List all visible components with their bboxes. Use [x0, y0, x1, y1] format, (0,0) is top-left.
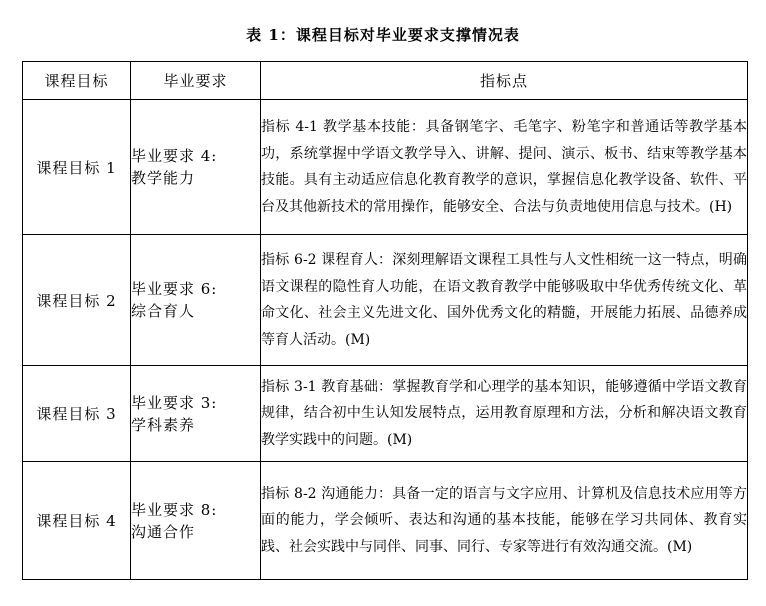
- header-requirement: 毕业要求: [131, 62, 261, 100]
- goal-cell: 课程目标 1: [23, 100, 131, 235]
- requirement-number: 毕业要求 3:: [131, 393, 218, 412]
- header-goal: 课程目标: [23, 62, 131, 100]
- table-row: [23, 100, 748, 235]
- requirement-number: 毕业要求 4:: [131, 147, 218, 165]
- requirement-cell: [131, 462, 261, 580]
- table-caption: 表 1：课程目标对毕业要求支撑情况表: [246, 26, 520, 44]
- indicator-cell: 指标 3-1 教育基础：掌握教育学和心理学的基本知识，能够遵循中学语文教育规律，结合初中生认知发展特点，运用教育原理和方法，分析和解决语文教育教学实践中的问题。(M): [261, 366, 748, 462]
- header-row: [23, 62, 748, 100]
- indicator-cell: 指标 6-2 课程育人：深刻理解语文课程工具性与人文性相统一这一特点，明确语文课程的隐性育人功能，在语文教育教学中能够吸取中华优秀传统文化、革命文化、社会主义先进文化、国外优秀文化的精髓，开展能力拓展、品德养成等育人活动。(M): [261, 235, 748, 366]
- requirement-number: 毕业要求 8:: [131, 500, 218, 519]
- table-row: [23, 235, 748, 366]
- goal-cell: 课程目标 4: [23, 462, 131, 580]
- requirement-cell: [131, 366, 261, 462]
- requirement-name: 沟通合作: [131, 522, 196, 541]
- table-row: [23, 462, 748, 580]
- goal-cell: 课程目标 2: [23, 235, 131, 366]
- requirement-cell: [131, 235, 261, 366]
- requirement-cell: [131, 100, 261, 235]
- indicator-cell: 指标 4-1 教学基本技能：具备钢笔字、毛笔字、粉笔字和普通话等教学基本功，系统掌握中学语文教学导入、讲解、提问、演示、板书、结束等教学基本技能。具有主动适应信息化教育教学的意识，掌握信息化教学设备、软件、平台及其他新技术的常用操作，能够安全、合法与负责地使用信息与技术。(H): [261, 100, 748, 235]
- header-indicator: 指标点: [261, 62, 748, 100]
- requirement-name: 学科素养: [131, 415, 196, 434]
- table-row: [23, 366, 748, 462]
- support-table: [22, 61, 748, 580]
- goal-cell: 课程目标 3: [23, 366, 131, 462]
- requirement-number: 毕业要求 6:: [131, 280, 218, 298]
- indicator-cell: 指标 8-2 沟通能力：具备一定的语言与文字应用、计算机及信息技术应用等方面的能力，学会倾听、表达和沟通的基本技能，能够在学习共同体、教育实践、社会实践中与同伴、同事、同行、专家等进行有效沟通交流。(M): [261, 462, 748, 580]
- requirement-name: 综合育人: [131, 302, 196, 320]
- requirement-name: 教学能力: [131, 169, 196, 187]
